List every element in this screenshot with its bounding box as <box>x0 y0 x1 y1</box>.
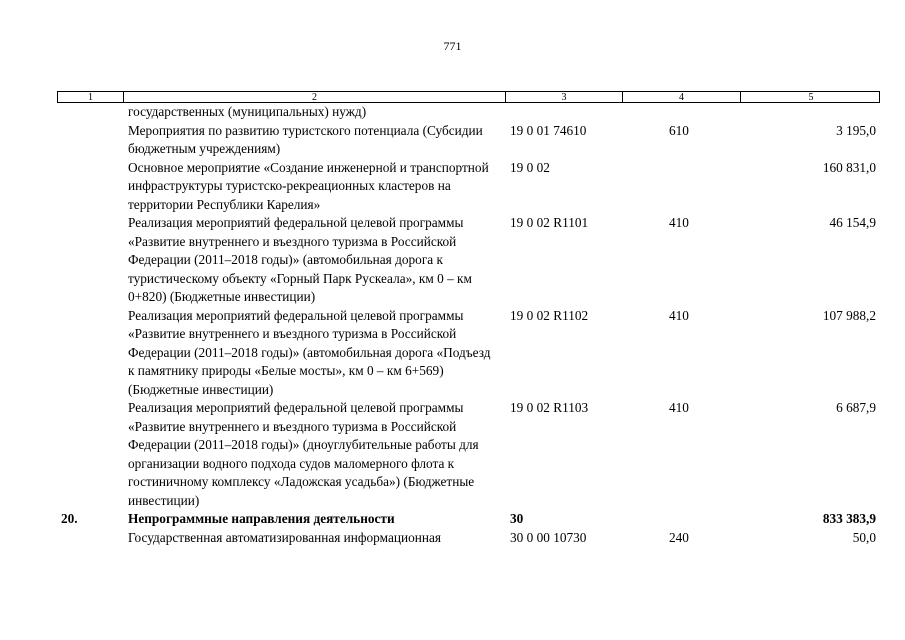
row-number <box>57 103 122 122</box>
row-amount: 50,0 <box>852 529 876 545</box>
column-header-row <box>57 91 880 103</box>
row-amount: 3 195,0 <box>836 122 876 138</box>
row-name: государственных (муниципальных) нужд) <box>128 104 367 119</box>
row-type: 410 <box>669 400 689 415</box>
row-name: Реализация мероприятий федеральной целевой программы «Развитие внутреннего и въездного туризма в Российской Федерации (2011–2018 годы)» (автомобильная дорога «Подъезд к памятнику природы «Белые мосты», км 0 – км 6+569) (Бюджетные инвестиции) <box>128 307 491 397</box>
row-code: 19 0 02 R1101 <box>510 215 589 230</box>
row-type: 410 <box>669 307 689 323</box>
table-body <box>57 103 880 547</box>
page-number: 771 <box>443 39 462 53</box>
row-number <box>57 307 122 400</box>
row-amount: 46 154,9 <box>829 215 876 230</box>
row-number <box>57 159 122 215</box>
row-amount: 160 831,0 <box>822 159 876 175</box>
table-row <box>57 214 880 307</box>
row-number <box>57 529 122 548</box>
column-header-3: 3 <box>505 92 622 103</box>
column-header-1: 1 <box>88 92 93 103</box>
row-code <box>504 103 621 122</box>
row-code: 19 0 02 <box>510 159 550 175</box>
column-header-2: 2 <box>123 92 505 103</box>
budget-table <box>57 91 880 547</box>
row-name: Непрограммные направления деятельности <box>128 511 395 526</box>
column-header-5: 5 <box>740 92 881 103</box>
table-row <box>57 529 880 548</box>
table-row <box>57 122 880 159</box>
table-row <box>57 159 880 215</box>
table-row <box>57 510 880 529</box>
row-number <box>57 122 122 159</box>
row-name: Основное мероприятие «Создание инженерной и транспортной инфраструктуры туристско-рекреационных кластеров на территории Республики Карелия» <box>128 159 489 212</box>
row-type: 610 <box>669 122 689 138</box>
row-code: 19 0 01 74610 <box>510 122 587 138</box>
row-code: 19 0 02 R1103 <box>510 400 589 415</box>
row-type <box>621 103 739 122</box>
row-type <box>621 510 739 529</box>
row-number: 20. <box>61 511 78 526</box>
row-name: Реализация мероприятий федеральной целевой программы «Развитие внутреннего и въездного туризма в Российской Федерации (2011–2018 годы)» (автомобильная дорога к туристическому объекту «Горный Парк Рускеала», км 0 – км 0+820) (Бюджетные инвестиции) <box>128 215 472 304</box>
row-name: Государственная автоматизированная информационная <box>128 529 441 545</box>
row-amount: 6 687,9 <box>836 400 876 415</box>
row-code: 30 0 00 10730 <box>510 529 587 545</box>
row-amount <box>739 103 880 122</box>
row-amount: 833 383,9 <box>822 511 876 526</box>
row-code: 30 <box>510 511 524 526</box>
row-name: Реализация мероприятий федеральной целевой программы «Развитие внутреннего и въездного туризма в Российской Федерации (2011–2018 годы)» (дноуглубительные работы для организации водного подхода судов маломерного флота к гостиничному комплексу «Ладожская усадьба») (Бюджетные инвестиции) <box>128 400 479 508</box>
table-row <box>57 103 880 122</box>
row-amount: 107 988,2 <box>822 307 876 323</box>
column-header-4: 4 <box>622 92 740 103</box>
row-type <box>621 159 739 215</box>
row-type: 240 <box>669 529 689 545</box>
row-number <box>57 214 122 307</box>
row-name: Мероприятия по развитию туристского потенциала (Субсидии бюджетным учреждениям) <box>128 122 483 156</box>
table-row <box>57 399 880 510</box>
row-code: 19 0 02 R1102 <box>510 307 589 323</box>
row-type: 410 <box>669 215 689 230</box>
row-number <box>57 399 122 510</box>
table-row <box>57 307 880 400</box>
